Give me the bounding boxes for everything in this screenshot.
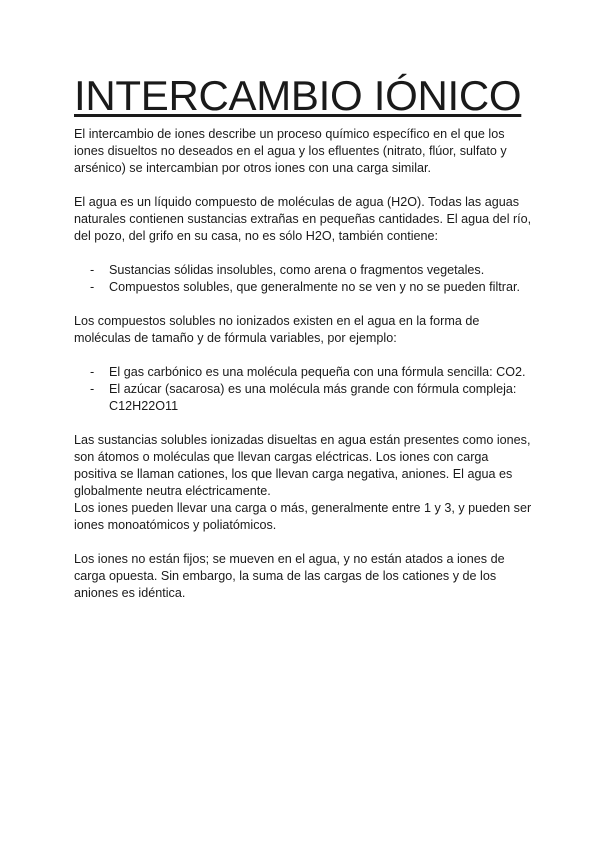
list-item <box>74 279 534 296</box>
paragraph-ion-charges: Los iones pueden llevar una carga o más, generalmente entre 1 y 3, y pueden ser iones monoatómicos y poliatómicos. <box>74 501 532 532</box>
paragraph-ionized-substances: Las sustancias solubles ionizadas disueltas en agua están presentes como iones, son átomos o moléculas que llevan cargas eléctricas. Los iones con carga positiva se llaman cationes, los que llevan carga negativa, aniones. El agua es globalmente neutra eléctricamente. <box>74 433 531 498</box>
paragraph-ion-exchange-definition: El intercambio de iones describe un proceso químico específico en el que los iones disueltos no deseados en el agua y los efluentes (nitrato, flúor, sulfato y arsénico) se intercambian por otros iones con una carga similar. <box>74 127 507 175</box>
list-item-text: Compuestos solubles, que generalmente no se ven y no se pueden filtrar. <box>109 280 520 294</box>
water-contents-list <box>74 262 534 296</box>
bullet-dash: - <box>90 365 95 379</box>
bullet-dash: - <box>90 280 95 294</box>
paragraph-non-ionized-compounds: Los compuestos solubles no ionizados existen en el agua en la forma de moléculas de tamaño y de fórmula variables, por ejemplo: <box>74 314 480 345</box>
list-item <box>74 364 534 381</box>
list-item-text: El gas carbónico es una molécula pequeña con una fórmula sencilla: CO2. <box>109 365 526 379</box>
list-item <box>74 262 534 279</box>
document-page <box>74 72 534 602</box>
paragraph-water-composition: El agua es un líquido compuesto de moléculas de agua (H2O). Todas las aguas naturales contienen sustancias extrañas en pequeñas cantidades. El agua del río, del pozo, del grifo en su casa, no es sólo H2O, también contiene: <box>74 195 532 243</box>
list-item <box>74 381 534 415</box>
list-item-text: El azúcar (sacarosa) es una molécula más grande con fórmula compleja: C12H22O11 <box>109 382 517 413</box>
molecule-examples-list <box>74 364 534 415</box>
bullet-dash: - <box>90 382 95 396</box>
paragraph-ion-mobility: Los iones no están fijos; se mueven en el agua, y no están atados a iones de carga opuesta. Sin embargo, la suma de las cargas de los cationes y de los aniones es idéntica. <box>74 552 505 600</box>
bullet-dash: - <box>90 263 95 277</box>
list-item-text: Sustancias sólidas insolubles, como arena o fragmentos vegetales. <box>109 263 485 277</box>
document-title: INTERCAMBIO IÓNICO <box>74 72 522 119</box>
